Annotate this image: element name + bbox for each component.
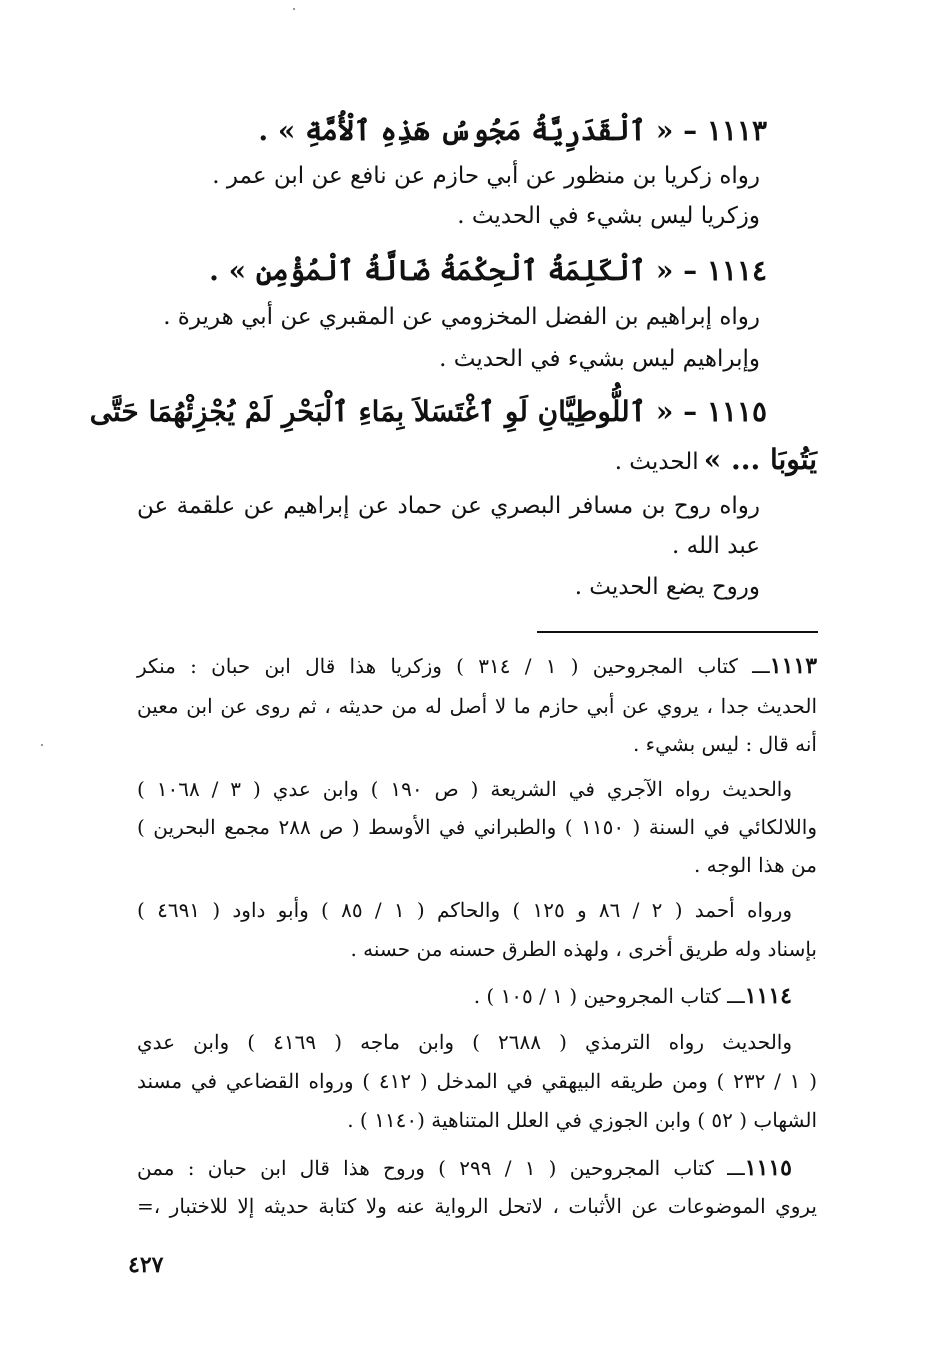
footnote-1113	[137, 653, 817, 679]
hadith-text: يَتُوبَا ... »	[703, 443, 817, 476]
speck	[293, 8, 295, 10]
footnote-line: ورواه أحمد ( ٢ / ٨٦ و ١٢٥ ) والحاكم ( ١ / ٨٥ ) وأبو داود ( ٤٦٩١ )	[137, 898, 793, 922]
footnote-line: والحديث رواه الآجري في الشريعة ( ص ١٩٠ ) وابن عدي ( ٣ / ١٠٦٨ )	[137, 777, 793, 801]
hadith-1115-heading	[89, 395, 767, 428]
hadith-text: « ٱلْقَدَرِيَّةُ مَجُوسُ هَذِهِ ٱلْأُمَّةِ » .	[258, 114, 674, 147]
footnote-text: ـــ كتاب المجروحين ( ١ / ١٠٥ ) .	[473, 984, 745, 1008]
narration-line: رواه إبراهيم بن الفضل المخزومي عن المقبري عن أبي هريرة .	[163, 304, 760, 330]
footnote-number: ١١١٤	[744, 983, 792, 1009]
narration-line: وروح يضع الحديث .	[574, 574, 760, 600]
footnote-number: ١١١٣	[769, 653, 818, 679]
hadith-1115-heading-cont	[615, 443, 817, 476]
footnote-line: الحديث جدا ، يروي عن أبي حازم ما لا أصل له من حديثه ، ثم روى عن ابن معين	[137, 694, 817, 718]
footnote-line: بإسناد وله طريق أخرى ، ولهذه الطرق حسنه من حسنه .	[350, 937, 817, 961]
footnote-separator	[537, 631, 818, 633]
footnote-1114	[474, 983, 792, 1009]
footnote-line: أنه قال : ليس بشيء .	[632, 732, 817, 756]
footnote-line: من هذا الوجه .	[693, 853, 817, 877]
footnote-line: يروي الموضوعات عن الأثبات ، لاتحل الرواية عنه ولا كتابة حديثه إلا للاختبار ،=	[137, 1194, 817, 1218]
hadith-tail: الحديث .	[614, 449, 699, 475]
footnote-line: ( ١ / ٢٣٢ ) ومن طريقه البيهقي في المدخل ( ٤١٢ ) ورواه القضاعي في مسند	[137, 1069, 817, 1093]
hadith-number: ١١١٤ –	[683, 254, 767, 287]
hadith-number: ١١١٥ –	[683, 395, 767, 428]
footnote-line: الشهاب ( ٥٢ ) وابن الجوزي في العلل المتناهية (١١٤٠ ) .	[347, 1108, 817, 1132]
hadith-1113-heading	[258, 114, 767, 147]
footnote-text: ـــ كتاب المجروحين ( ١ / ٣١٤ ) وزكريا هذا قال ابن حبان : منكر	[137, 654, 770, 678]
footnote-1115	[137, 1155, 792, 1181]
page-number: ٤٢٧	[128, 1252, 164, 1278]
hadith-1114-heading	[209, 254, 767, 287]
narration-line: وإبراهيم ليس بشيء في الحديث .	[439, 346, 760, 372]
hadith-text: « ٱللُّوطِيَّانِ لَوِ ٱغْتَسَلاَ بِمَاءِ ٱلْبَحْرِ لَمْ يُجْزِئْهُمَا حَتَّى	[89, 395, 674, 428]
footnote-number: ١١١٥	[744, 1155, 792, 1181]
narration-line: رواه زكريا بن منظور عن أبي حازم عن نافع عن ابن عمر .	[212, 163, 760, 189]
footnote-line: واللالكائي في السنة ( ١١٥٠ ) والطبراني في الأوسط ( ص ٢٨٨ مجمع البحرين )	[137, 815, 817, 839]
speck	[41, 744, 43, 746]
footnote-line: والحديث رواه الترمذي ( ٢٦٨٨ ) وابن ماجه ( ٤١٦٩ ) وابن عدي	[137, 1030, 793, 1054]
hadith-text: « ٱلْكَلِمَةُ ٱلْحِكْمَةُ ضَالَّةُ ٱلْمُؤْمِنِ » .	[209, 254, 674, 287]
narration-line: عبد الله .	[671, 533, 760, 559]
narration-line: وزكريا ليس بشيء في الحديث .	[457, 203, 760, 229]
footnote-text: ـــ كتاب المجروحين ( ١ / ٢٩٩ ) وروح هذا قال ابن حبان : ممن	[137, 1156, 745, 1180]
narration-line: رواه روح بن مسافر البصري عن حماد عن إبراهيم عن علقمة عن	[137, 493, 760, 519]
hadith-number: ١١١٣ –	[683, 114, 767, 147]
